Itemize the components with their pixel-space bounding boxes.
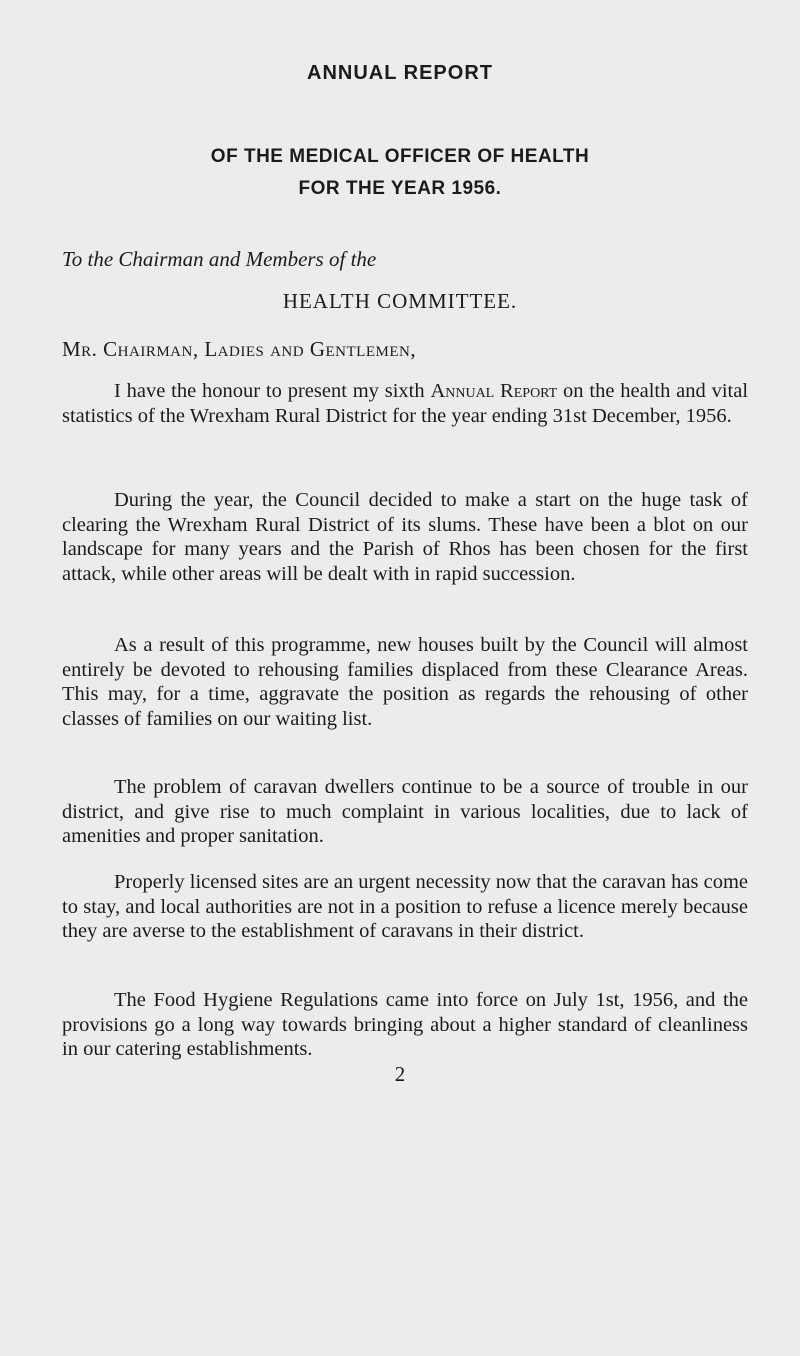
paragraph-introduction-end: on the health and vital statistics of the Wrexham Rural District for the year ending 31st December, 1956. [62, 380, 749, 427]
annual-report-term: Annual Report [430, 380, 558, 402]
paragraph-licensed-sites: Properly licensed sites are an urgent necessity now that the caravan has come to stay, and local authorities are not in a position to refuse a licence merely because they are averse to the establishment of caravans in their district. [62, 871, 748, 942]
page-number: 2 [394, 1062, 406, 1086]
paragraph-food-hygiene: The Food Hygiene Regulations came into force on July 1st, 1956, and the provisions go a long way towards bringing about a higher standard of cleanliness in our catering establishments. [62, 989, 748, 1060]
report-title: ANNUAL REPORT [307, 62, 493, 84]
paragraph-rehousing: As a result of this programme, new houses built by the Council will almost entirely be devoted to rehousing families displaced from these Clearance Areas. This may, for a time, aggravate the position as regards the rehousing of other classes of families on our waiting list. [62, 634, 748, 730]
report-subtitle-line-1: OF THE MEDICAL OFFICER OF HEALTH [210, 146, 590, 167]
committee-name: HEALTH COMMITTEE. [282, 289, 518, 313]
paragraph-caravan-dwellers: The problem of caravan dwellers continue to be a source of trouble in our district, and give rise to much complaint in various localities, due to lack of amenities and proper sanitation. [62, 776, 748, 847]
greeting: Mr. Chairman, Ladies and Gentlemen, [62, 337, 417, 361]
paragraph-slum-clearance: During the year, the Council decided to make a start on the huge task of clearing the Wrexham Rural District of its slums. These have been a blot on our landscape for many years and the Parish of Rhos has been chosen for the first attack, while other areas will be dealt with in rapid succession. [62, 489, 748, 585]
paragraph-introduction-start: I have the honour to present my sixth [114, 380, 431, 402]
paragraph-introduction [62, 379, 748, 428]
addressee-line: To the Chairman and Members of the [62, 247, 377, 271]
report-subtitle-line-2: FOR THE YEAR 1956. [298, 178, 502, 199]
